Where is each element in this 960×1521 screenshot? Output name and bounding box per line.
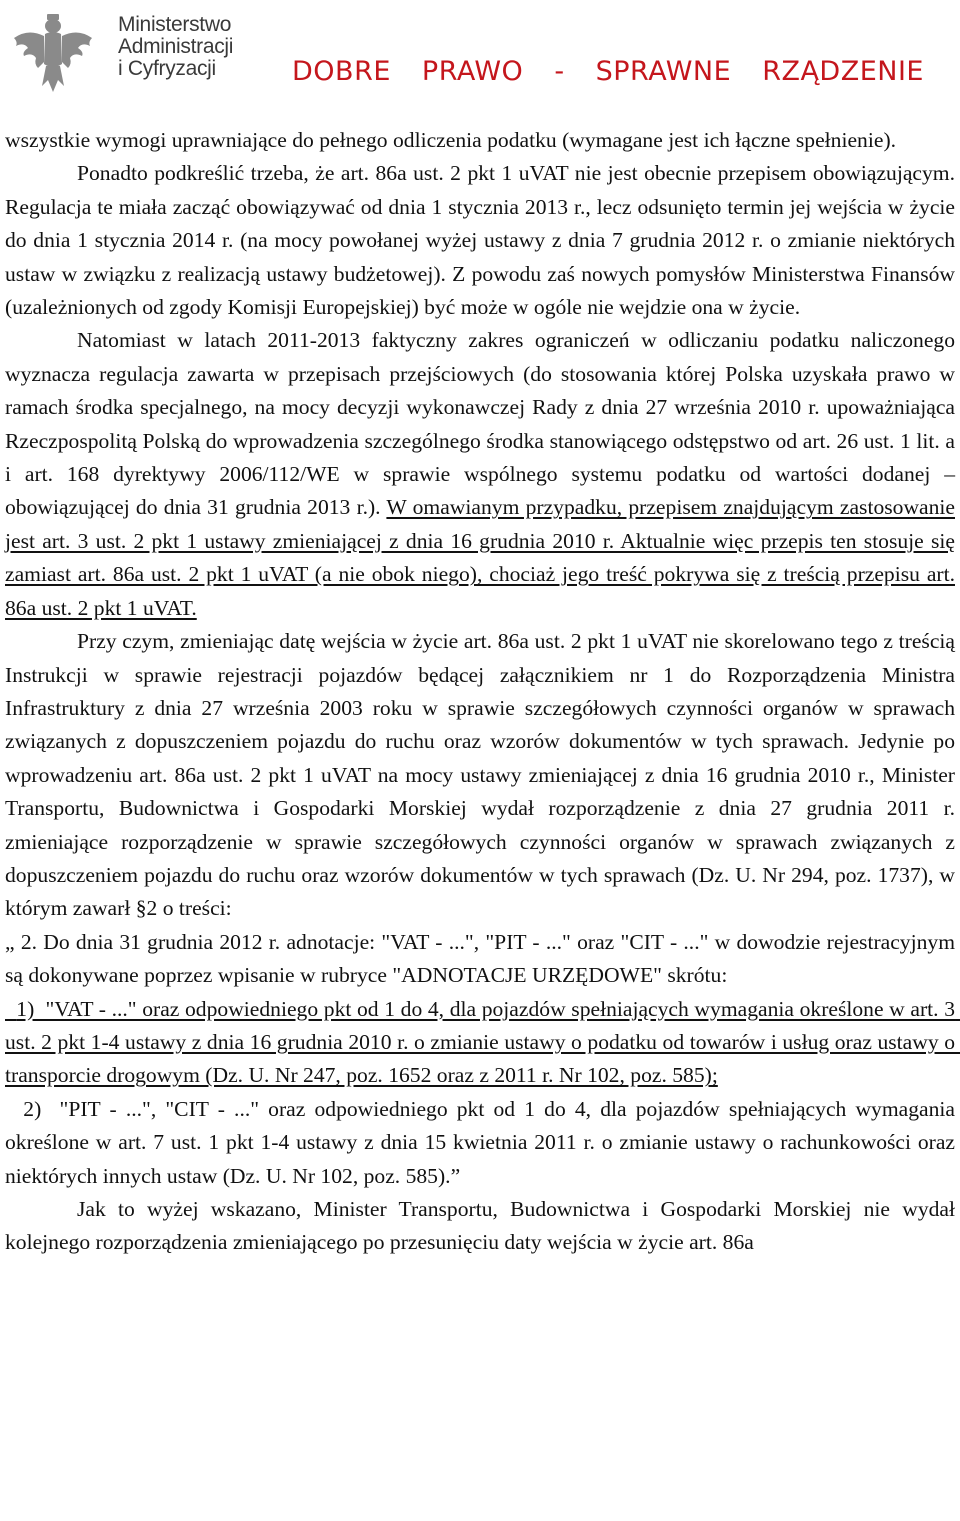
paragraph-3 bbox=[5, 324, 955, 625]
slogan-word-prawo: PRAWO bbox=[421, 56, 524, 87]
slogan bbox=[292, 56, 924, 87]
slogan-word-sprawne: SPRAWNE bbox=[595, 56, 732, 87]
paragraph-4: Przy czym, zmieniając datę wejścia w życie art. 86a ust. 2 pkt 1 uVAT nie skorelowano tego z treścią Instrukcji w sprawie rejestracji pojazdów będącej załącznikiem nr 1 do Rozporządzenia Ministra Infrastruktury z dnia 27 września 2003 roku w sprawie szczegółowych czynności organów w sprawach związanych z dopuszczeniem pojazdu do ruchu oraz wzorów dokumentów w tych sprawach. Jedynie po wprowadzeniu art. 86a ust. 2 pkt 1 uVAT na mocy ustawy zmieniającej z dnia 16 grudnia 2010 r., Minister Transportu, Budownictwa i Gospodarki Morskiej wydał rozporządzenie z dnia 27 grudnia 2011 r. zmieniające rozporządzenie w sprawie szczegółowych czynności organów w sprawach związanych z dopuszczeniem pojazdu do ruchu oraz wzorów dokumentów w tych sprawach (Dz. U. Nr 294, poz. 1737), w którym zawarł §2 o treści: bbox=[5, 629, 955, 921]
quoted-paragraph: „ 2. Do dnia 31 grudnia 2012 r. adnotacje: "VAT - ...", "PIT - ..." oraz "CIT - ..." w dowodzie rejestracyjnym są dokonywane poprzez wpisanie w rubryce "ADNOTACJE URZĘDOWE" skrótu: bbox=[5, 929, 955, 988]
slogan-dash: - bbox=[554, 56, 565, 87]
paragraph-2: Ponadto podkreślić trzeba, że art. 86a ust. 2 pkt 1 uVAT nie jest obecnie przepisem obowiązującym. Regulacja te miała zacząć obowiązywać od dnia 1 stycznia 2013 r., lecz odsunięto termin jej wejścia w życie do dnia 1 stycznia 2014 r. (na mocy powołanej wyżej ustawy z dnia 7 grudnia 2012 r. o zmianie niektórych ustaw w związku z realizacją ustawy budżetowej). Z powodu zaś nowych pomysłów Ministerstwa Finansów (uzależnionych od zgody Komisji Europejskiej) być może w ogóle nie wejdzie ona w życie. bbox=[5, 161, 955, 320]
polish-eagle-emblem-icon bbox=[6, 6, 100, 98]
paragraph-1: wszystkie wymogi uprawniające do pełnego odliczenia podatku (wymagane jest ich łączne spełnienie). bbox=[5, 128, 897, 152]
paragraph-6: Jak to wyżej wskazano, Minister Transportu, Budownictwa i Gospodarki Morskiej nie wydał kolejnego rozporządzenia zmieniającego po przesunięciu daty wejścia w życie art. 86a bbox=[5, 1197, 955, 1255]
ministry-name bbox=[118, 14, 233, 80]
ministry-line-2: Administracji bbox=[118, 35, 234, 58]
page-header bbox=[0, 0, 960, 100]
ministry-line-3: i Cyfryzacji bbox=[118, 57, 216, 80]
document-body bbox=[5, 124, 960, 1260]
list-item-1: 1) "VAT - ..." oraz odpowiedniego pkt od 1 do 4, dla pojazdów spełniających wymagania określone w art. 3 ust. 2 pkt 1-4 ustawy z dnia 16 grudnia 2010 r. o zmianie ustawy o podatku od towarów i usług oraz ustawy o transporcie drogowym (Dz. U. Nr 247, poz. 1652 oraz z 2011 r. Nr 102, poz. 585); bbox=[5, 996, 960, 1088]
list-item-2: 2) "PIT - ...", "CIT - ..." oraz odpowiedniego pkt od 1 do 4, dla pojazdów spełniających wymagania określone w art. 7 ust. 1 pkt 1-4 ustawy z dnia 15 kwietnia 2011 r. o zmianie ustawy o rachunkowości oraz niektórych innych ustaw (Dz. U. Nr 102, poz. 585).” bbox=[5, 1096, 960, 1188]
slogan-word-rzadzenie: RZĄDZENIE bbox=[762, 56, 924, 87]
slogan-word-dobre: DOBRE bbox=[292, 56, 391, 87]
paragraph-3-underlined-text: W omawianym przypadku, przepisem znajdującym zastosowanie jest art. 3 ust. 2 pkt 1 ustawy zmieniającej z dnia 16 grudnia 2010 r. Aktualnie więc przepis ten stosuje się zamiast art. 86a ust. 2 pkt 1 uVAT (a nie obok niego), chociaż jego treść pokrywa się z treścią przepisu art. 86a ust. 2 pkt 1 uVAT. bbox=[5, 495, 955, 620]
ministry-line-1: Ministerstwo bbox=[118, 13, 232, 36]
paragraph-3-text: Natomiast w latach 2011-2013 faktyczny zakres ograniczeń w odliczaniu podatku naliczonego wyznacza regulacja zawarta w przepisach przejściowych (do stosowania której Polska uzyskała prawo w ramach środka specjalnego, na mocy decyzji wykonawczej Rady z dnia 27 września 2010 r. upoważniająca Rzeczpospolitą Polską do wprowadzenia szczególnego środka stanowiącego odstępstwo od art. 26 ust. 1 lit. a i art. 168 dyrektywy 2006/112/WE w sprawie wspólnego systemu podatku od wartości dodanej – obowiązującej do dnia 31 grudnia 2013 r.). bbox=[5, 328, 955, 520]
